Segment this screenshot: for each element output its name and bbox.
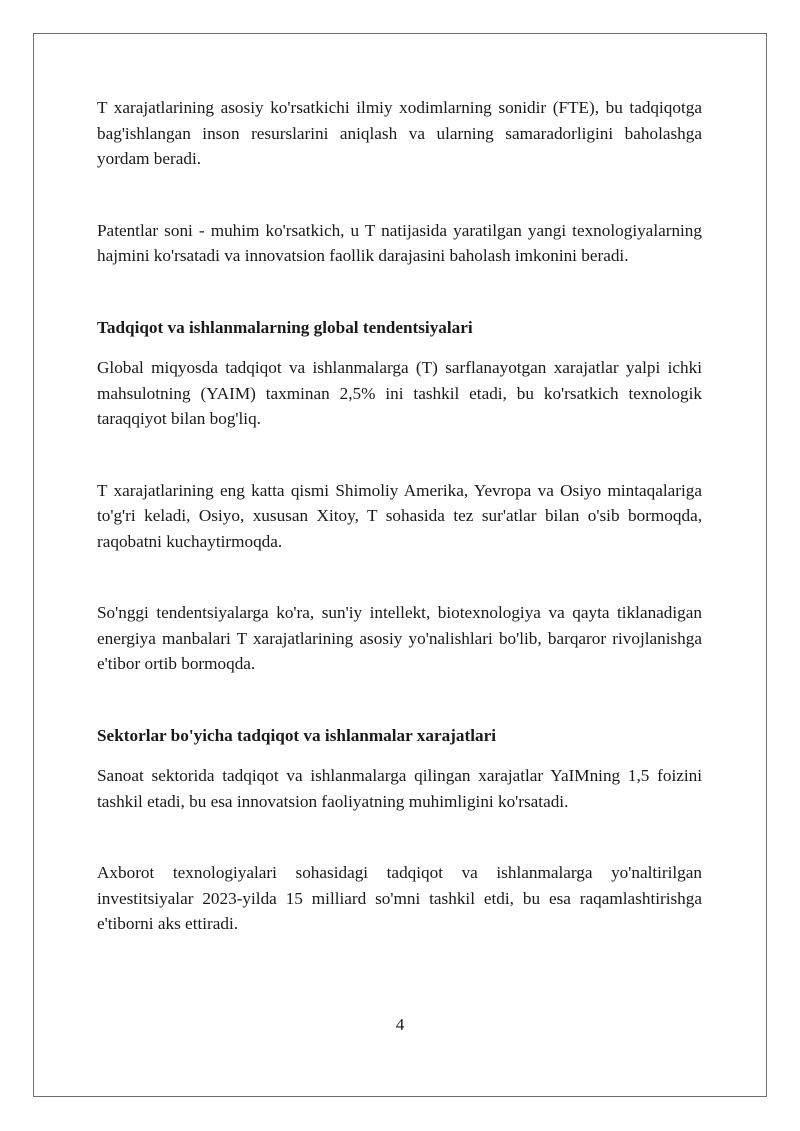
paragraph-it-sector: Axborot texnologiyalari sohasidagi tadqiqot va ishlanmalarga yo'naltirilgan investitsiyalar 2023-yilda 15 milliard so'mni tashkil etdi, bu esa raqamlashtirishga e'tiborni aks ettiradi. bbox=[97, 863, 702, 933]
page-number: 4 bbox=[395, 1015, 405, 1034]
page-content bbox=[97, 95, 702, 937]
heading-global-trends: Tadqiqot va ishlanmalarning global tendentsiyalari bbox=[97, 317, 473, 337]
paragraph-global-spending: Global miqyosda tadqiqot va ishlanmalarga (T) sarflanayotgan xarajatlar yalpi ichki mahsulotning (YAIM) taxminan 2,5% ini tashkil etadi, bu ko'rsatkich texnologik taraqqiyot bilan bog'liq. bbox=[97, 358, 702, 428]
paragraph-industry-sector: Sanoat sektorida tadqiqot va ishlanmalarga qilingan xarajatlar YaIMning 1,5 foizini tashkil etadi, bu esa innovatsion faoliyatning muhimligini ko'rsatadi. bbox=[97, 766, 702, 811]
paragraph-patents: Patentlar soni - muhim ko'rsatkich, u T natijasida yaratilgan yangi texnologiyalarning hajmini ko'rsatadi va innovatsion faollik darajasini baholash imkonini beradi. bbox=[97, 220, 702, 265]
paragraph-regions: T xarajatlarining eng katta qismi Shimoliy Amerika, Yevropa va Osiyo mintaqalariga to'g'ri keladi, Osiyo, xususan Xitoy, T sohasida tez sur'atlar bilan o'sib bormoqda, raqobatni kuchaytirmoqda. bbox=[97, 480, 702, 551]
paragraph-fte: T xarajatlarining asosiy ko'rsatkichi ilmiy xodimlarning sonidir (FTE), bu tadqiqotga bag'ishlangan inson resurslarini aniqlash va ularning samaradorligini baholashga yordam beradi. bbox=[97, 98, 702, 168]
paragraph-recent-trends: So'nggi tendentsiyalarga ko'ra, sun'iy intellekt, biotexnologiya va qayta tiklanadigan energiya manbalari T xarajatlarining asosiy yo'nalishlari bo'lib, barqaror rivojlanishga e'tibor ortib bormoqda. bbox=[97, 603, 702, 673]
heading-sector-spending: Sektorlar bo'yicha tadqiqot va ishlanmalar xarajatlari bbox=[97, 725, 496, 745]
